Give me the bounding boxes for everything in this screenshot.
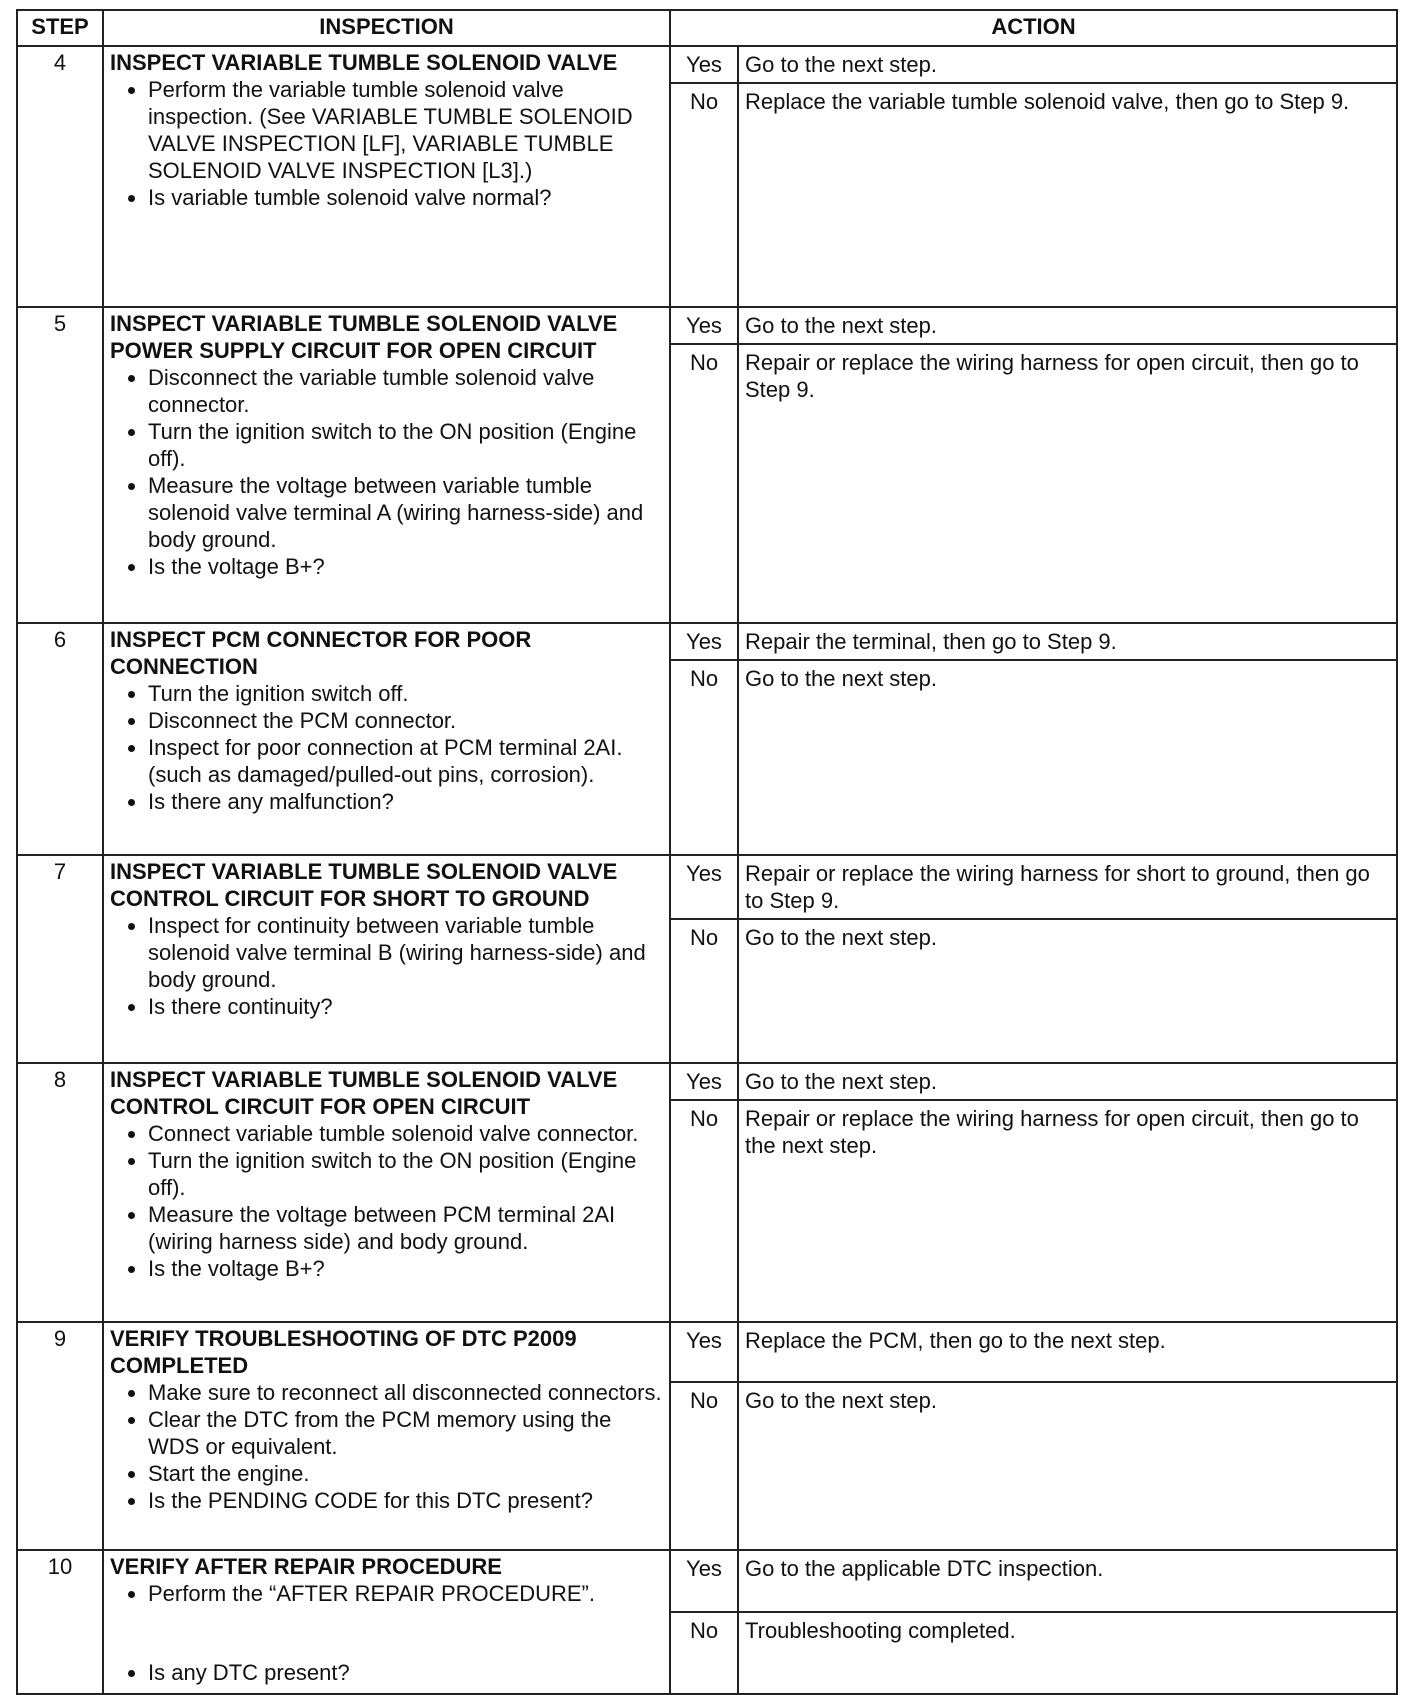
- step-number: 4: [17, 46, 103, 307]
- inspection-cell: [103, 1550, 670, 1694]
- inspection-bullet: • Turn the ignition switch to the ON position (Engine off).: [148, 418, 663, 472]
- no-label: No: [670, 1100, 738, 1322]
- step-row-yes: [17, 307, 1397, 344]
- troubleshooting-table: [16, 9, 1398, 1695]
- no-action: Troubleshooting completed.: [738, 1612, 1397, 1694]
- no-action: Repair or replace the wiring harness for open circuit, then go to the next step.: [738, 1100, 1397, 1322]
- inspection-bullet: • Disconnect the variable tumble solenoid valve connector.: [148, 364, 663, 418]
- inspection-title: INSPECT VARIABLE TUMBLE SOLENOID VALVE CONTROL CIRCUIT FOR OPEN CIRCUIT: [110, 1067, 618, 1119]
- header-step: STEP: [17, 10, 103, 46]
- yes-action: Go to the applicable DTC inspection.: [738, 1550, 1397, 1612]
- inspection-bullet: • Is the PENDING CODE for this DTC present?: [148, 1487, 663, 1514]
- header-action: ACTION: [670, 10, 1397, 46]
- header-inspection: INSPECTION: [103, 10, 670, 46]
- step-number: 5: [17, 307, 103, 623]
- inspection-bullets: [110, 76, 663, 211]
- yes-label: Yes: [670, 1322, 738, 1382]
- inspection-bullet: • Perform the variable tumble solenoid valve inspection. (See VARIABLE TUMBLE SOLENOID VALVE INSPECTION [LF], VARIABLE TUMBLE SOLENOID VALVE INSPECTION [L3].): [148, 76, 663, 184]
- inspection-title: INSPECT VARIABLE TUMBLE SOLENOID VALVE CONTROL CIRCUIT FOR SHORT TO GROUND: [110, 859, 618, 911]
- no-label: No: [670, 344, 738, 623]
- yes-label: Yes: [670, 1063, 738, 1100]
- inspection-title: INSPECT PCM CONNECTOR FOR POOR CONNECTION: [110, 627, 532, 679]
- inspection-bullet: • Turn the ignition switch to the ON position (Engine off).: [148, 1147, 663, 1201]
- inspection-bullets: [110, 1120, 663, 1282]
- step-number: 8: [17, 1063, 103, 1322]
- spacer: [148, 1607, 663, 1659]
- yes-action: Go to the next step.: [738, 46, 1397, 83]
- yes-action: Replace the PCM, then go to the next step.: [738, 1322, 1397, 1382]
- header-row: [17, 10, 1397, 46]
- inspection-bullets: [110, 364, 663, 580]
- inspection-bullet: • Perform the “AFTER REPAIR PROCEDURE”.: [148, 1580, 663, 1607]
- inspection-title: VERIFY AFTER REPAIR PROCEDURE: [110, 1554, 502, 1579]
- inspection-bullets: [110, 1379, 663, 1514]
- no-label: No: [670, 1612, 738, 1694]
- inspection-bullet: • Is any DTC present?: [148, 1659, 663, 1686]
- no-label: No: [670, 83, 738, 307]
- no-action: Replace the variable tumble solenoid valve, then go to Step 9.: [738, 83, 1397, 307]
- inspection-bullet: • Connect variable tumble solenoid valve connector.: [148, 1120, 663, 1147]
- inspection-bullet: • Disconnect the PCM connector.: [148, 707, 663, 734]
- yes-label: Yes: [670, 855, 738, 919]
- no-label: No: [670, 1382, 738, 1550]
- inspection-bullet: • Inspect for poor connection at PCM terminal 2AI. (such as damaged/pulled-out pins, corrosion).: [148, 734, 663, 788]
- yes-action: Go to the next step.: [738, 307, 1397, 344]
- inspection-title: INSPECT VARIABLE TUMBLE SOLENOID VALVE: [110, 50, 618, 75]
- no-label: No: [670, 660, 738, 855]
- inspection-title: VERIFY TROUBLESHOOTING OF DTC P2009 COMPLETED: [110, 1326, 577, 1378]
- yes-action: Repair the terminal, then go to Step 9.: [738, 623, 1397, 660]
- step-number: 9: [17, 1322, 103, 1550]
- step-number: 6: [17, 623, 103, 855]
- inspection-bullet: • Turn the ignition switch off.: [148, 680, 663, 707]
- no-action: Go to the next step.: [738, 1382, 1397, 1550]
- inspection-bullet: • Is the voltage B+?: [148, 553, 663, 580]
- inspection-title: INSPECT VARIABLE TUMBLE SOLENOID VALVE POWER SUPPLY CIRCUIT FOR OPEN CIRCUIT: [110, 311, 618, 363]
- inspection-cell: [103, 46, 670, 307]
- yes-label: Yes: [670, 1550, 738, 1612]
- inspection-bullets: [110, 912, 663, 1020]
- step-number: 10: [17, 1550, 103, 1694]
- yes-label: Yes: [670, 623, 738, 660]
- inspection-cell: [103, 1063, 670, 1322]
- step-row-yes: [17, 855, 1397, 919]
- step-row-yes: [17, 1063, 1397, 1100]
- inspection-bullet: • Is there any malfunction?: [148, 788, 663, 815]
- inspection-bullet: • Measure the voltage between PCM terminal 2AI (wiring harness side) and body ground.: [148, 1201, 663, 1255]
- yes-label: Yes: [670, 46, 738, 83]
- inspection-cell: [103, 307, 670, 623]
- inspection-bullet: • Is variable tumble solenoid valve normal?: [148, 184, 663, 211]
- no-action: Go to the next step.: [738, 660, 1397, 855]
- inspection-cell: [103, 855, 670, 1063]
- inspection-bullet: • Start the engine.: [148, 1460, 663, 1487]
- inspection-cell: [103, 1322, 670, 1550]
- step-row-yes: [17, 623, 1397, 660]
- step-row-yes: [17, 46, 1397, 83]
- inspection-bullet: • Is the voltage B+?: [148, 1255, 663, 1282]
- no-action: Repair or replace the wiring harness for open circuit, then go to Step 9.: [738, 344, 1397, 623]
- inspection-bullet: • Inspect for continuity between variable tumble solenoid valve terminal B (wiring harness-side) and body ground.: [148, 912, 663, 993]
- inspection-cell: [103, 623, 670, 855]
- no-action: Go to the next step.: [738, 919, 1397, 1063]
- yes-action: Repair or replace the wiring harness for short to ground, then go to Step 9.: [738, 855, 1397, 919]
- inspection-bullet: • Make sure to reconnect all disconnected connectors.: [148, 1379, 663, 1406]
- inspection-bullet: • Is there continuity?: [148, 993, 663, 1020]
- inspection-bullet: • Clear the DTC from the PCM memory using the WDS or equivalent.: [148, 1406, 663, 1460]
- yes-action: Go to the next step.: [738, 1063, 1397, 1100]
- no-label: No: [670, 919, 738, 1063]
- inspection-bullet: • Measure the voltage between variable tumble solenoid valve terminal A (wiring harness-side) and body ground.: [148, 472, 663, 553]
- step-row-yes: [17, 1550, 1397, 1612]
- step-row-yes: [17, 1322, 1397, 1382]
- yes-label: Yes: [670, 307, 738, 344]
- inspection-bullets: [110, 680, 663, 815]
- step-number: 7: [17, 855, 103, 1063]
- inspection-bullets: [110, 1580, 663, 1686]
